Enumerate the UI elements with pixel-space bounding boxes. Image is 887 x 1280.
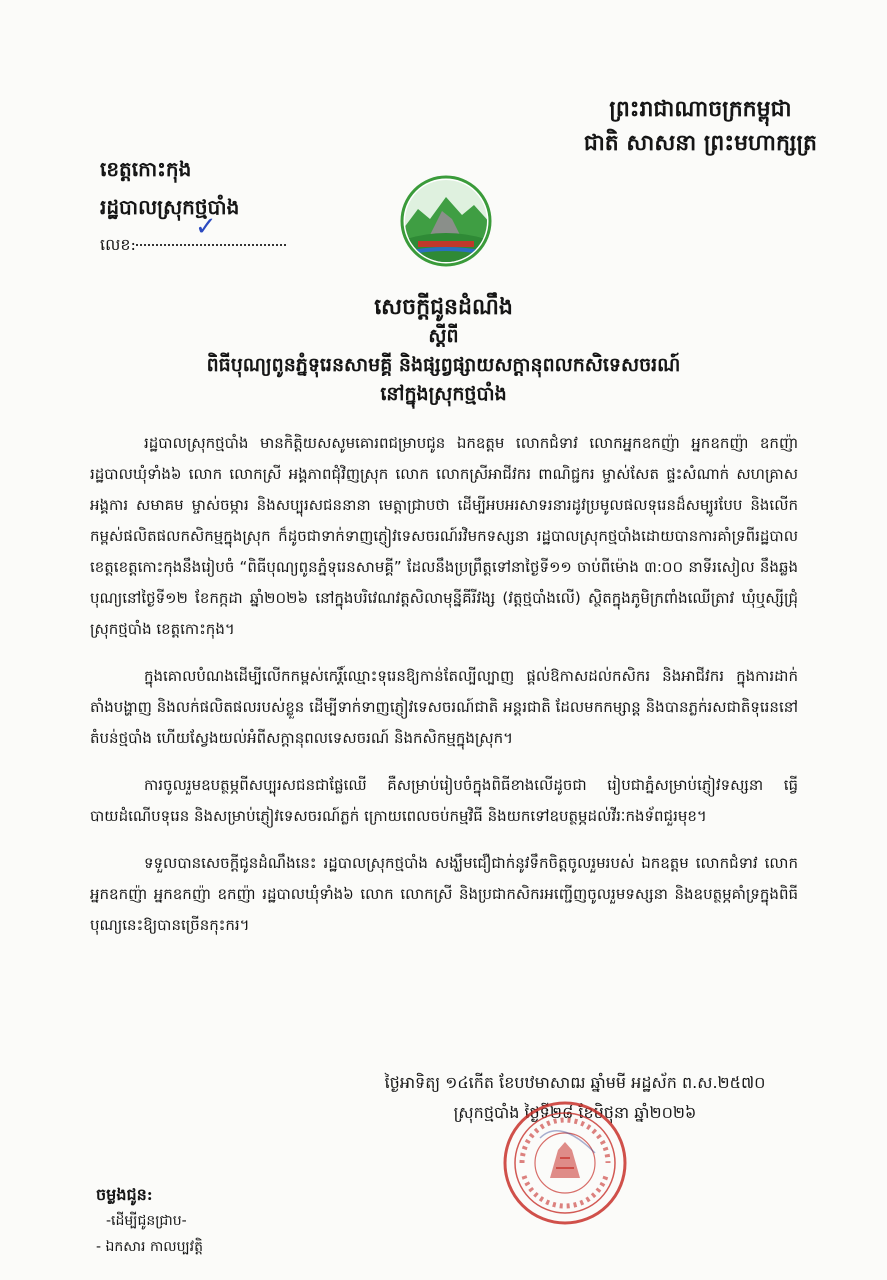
district-admin-name: រដ្ឋបាលស្រុកថ្មបាំង [100, 195, 240, 219]
solar-date: ស្រុកថ្មបាំង ថ្ងៃទី២៨ ខែមិថុនា ឆ្នាំ២០២៦ [453, 1103, 697, 1122]
document-number [100, 226, 286, 264]
district-logo [400, 175, 492, 267]
body-paragraph-4: ទទួលបានសេចក្តីជូនដំណឹងនេះ រដ្ឋបាលស្រុកថ្មបាំង សង្ឃឹមជឿជាក់នូវទឹកចិត្តចូលរួមរបស់ ឯកឧត្តម លោកជំទាវ លោកអ្នកឧកញ៉ា អ្នកឧកញ៉ា ឧកញ៉ា រដ្ឋបាលឃុំទាំង៦ លោក លោកស្រី និងប្រជាកសិករអញ្ជើញចូលរួមទស្សនា និងឧបត្ថម្ភគាំទ្រក្នុងពិធីបុណ្យនេះឱ្យបានច្រើនកុះករ។ [90, 854, 798, 934]
body-paragraph-2: ក្នុងគោលបំណងដើម្បីលើកកម្ពស់កេរ្តិ៍ឈ្មោះទុរេនឱ្យកាន់តែល្បីល្បាញ ផ្តល់ឱកាសដល់កសិករ និងអាជីវករ ក្នុងការដាក់តាំងបង្ហាញ និងលក់ផលិតផលរបស់ខ្លួន ដើម្បីទាក់ទាញភ្ញៀវទេសចរណ៍ជាតិ អន្តរជាតិ ដែលមកកម្សាន្ត និងបានភ្លក់រសជាតិទុរេននៅតំបន់ថ្មបាំង ហើយស្វែងយល់អំពីសក្តានុពលទេសចរណ៍ និងកសិកម្មក្នុងស្រុក។ [90, 667, 798, 747]
copy-to-block [96, 1182, 203, 1260]
document-body [90, 428, 798, 957]
province-name: ខេត្តកោះកុង [100, 157, 192, 181]
copy-to-item: -ដើម្បីជូនជ្រាប- [106, 1213, 187, 1229]
document-subject: ពិធីបុណ្យពូនភ្នំទុរេនសាមគ្គី និងផ្សព្វផ្សាយសក្តានុពលកសិទេសចរណ៍ [206, 354, 681, 376]
subject-location: នៅក្នុងស្រុកថ្មបាំង [380, 383, 507, 405]
national-motto: ជាតិ សាសនា ព្រះមហាក្សត្រ [583, 130, 817, 156]
lunar-date: ថ្ងៃអាទិត្យ ១៤កើត ខែបឋមាសាឍ ឆ្នាំមមី អដ្ឋស័ក ព.ស.២៥៧០ [384, 1073, 766, 1092]
copy-to-item: - ឯកសារ កាលប្បវត្តិ [96, 1239, 203, 1255]
number-label: លេខ: [100, 235, 136, 254]
document-title-block [0, 292, 887, 408]
national-header [584, 92, 817, 160]
body-paragraph-1: រដ្ឋបាលស្រុកថ្មបាំង មានកិត្តិយសសូមគោរពជម្រាបជូន ឯកឧត្តម លោកជំទាវ លោកអ្នកឧកញ៉ា អ្នកឧកញ៉ា ឧកញ៉ា រដ្ឋបាលឃុំទាំង៦ លោក លោកស្រី អង្គភាពជុំវិញស្រុក លោក លោកស្រីអាជីវករ ពាណិជ្ជករ ម្ចាស់សែត ផ្ទះសំណាក់ សហគ្រាស អង្គការ សមាគម ម្ចាស់ចម្ការ និងសប្បុរសជននានា មេត្តាជ្រាបថា ដើម្បីអបអរសាទរនារដូវប្រមូលផលទុរេនដ៏សម្បូរបែប និងលើកកម្ពស់ផលិតផលកសិកម្មក្នុងស្រុក ក៏ដូចជាទាក់ទាញភ្ញៀវទេសចរណ៍រវិមកទស្សនា រដ្ឋបាលស្រុកថ្មបាំងដោយបានការគាំទ្រពីរដ្ឋបាលខេត្តខេត្តកោះកុងនឹងរៀបចំ “ពិធីបុណ្យពូនភ្នំទុរេនសាមគ្គី” ដែលនឹងប្រព្រឹត្តទៅនាថ្ងៃទី១១ ចាប់ពីម៉ោង ៣:០០ នាទីរសៀល នឹងឆ្លងបុណ្យនៅថ្ងៃទី១២ ខែកក្កដា ឆ្នាំ២០២៦ នៅក្នុងបរិវេណវត្តសិលាមុន្នីគីរីវង្ស (វត្តថ្មបាំងលើ) ស្ថិតក្នុងភូមិក្រពាំងឈើត្រាវ ឃុំឬស្សីជ្រុំ ស្រុកថ្មបាំង ខេត្តកោះកុង។ [90, 434, 798, 638]
kingdom-title: ព្រះរាជាណាចក្រកម្ពុជា [609, 96, 792, 122]
copy-to-heading: ចម្លងជូន: [96, 1185, 153, 1204]
body-paragraph-3: ការចូលរួមឧបត្ថម្ភពីសប្បុរសជនជាផ្លែឈើ គឺសម្រាប់រៀបចំក្នុងពិធីខាងលើដូចជា រៀបជាភ្នំសម្រាប់ភ្ញៀវទស្សនា ធ្វើបាយដំណើបទុរេន និងសម្រាប់ភ្ញៀវទេសចរណ៍ភ្លក់ ក្រោយពេលចប់កម្មវិធី និងយកទៅឧបត្ថម្ភដល់វីរៈកងទ័ពជួរមុខ។ [90, 776, 798, 825]
handwritten-check-mark: ✓ [195, 212, 217, 242]
official-seal-stamp [500, 1098, 630, 1228]
title-about: ស្តីពី [428, 325, 459, 347]
document-title: សេចក្តីជូនដំណឹង [374, 294, 513, 320]
issuer-header [100, 150, 286, 264]
number-dotted-line [136, 244, 286, 246]
